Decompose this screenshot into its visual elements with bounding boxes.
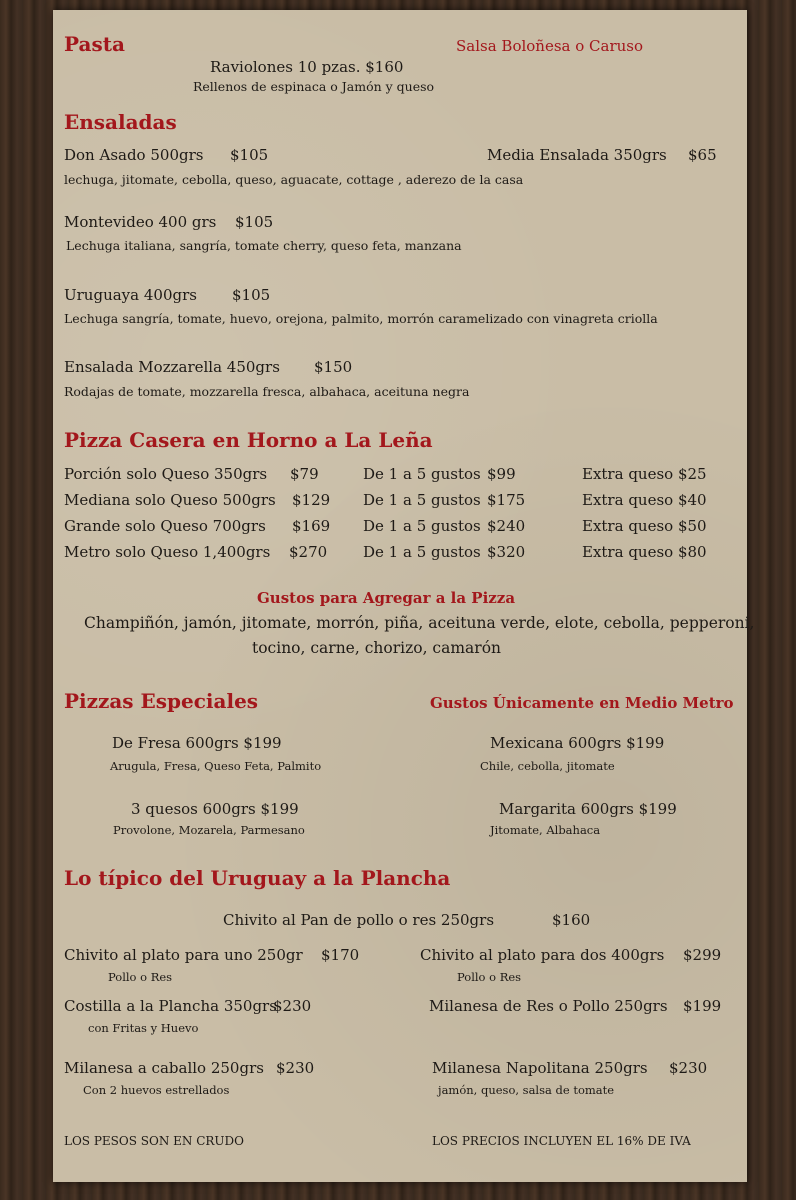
milanesa-caballo-desc: Con 2 huevos estrellados (83, 1083, 230, 1097)
salad-don-asado-desc: lechuga, jitomate, cebolla, queso, aguacate, cottage , aderezo de la casa (64, 172, 524, 187)
chivito-pan-price: $160 (552, 911, 591, 929)
milanesa-napolitana-desc: jamón, queso, salsa de tomate (438, 1083, 615, 1097)
pizza-row-gustos-price: $320 (487, 543, 526, 561)
chivito-uno: Chivito al plato para uno 250gr (64, 946, 303, 964)
milanesa-caballo-price: $230 (276, 1059, 315, 1077)
plancha-title: Lo típico del Uruguay a la Plancha (64, 866, 451, 890)
pizza-margarita: Margarita 600grs $199 (499, 800, 677, 818)
pizza-mexicana: Mexicana 600grs $199 (490, 734, 665, 752)
pizza-casera-title: Pizza Casera en Horno a La Leña (64, 428, 433, 452)
pizza-fresa: De Fresa 600grs $199 (112, 734, 282, 752)
chivito-dos-desc: Pollo o Res (457, 970, 522, 984)
pizza-row-size: Mediana solo Queso 500grs (64, 491, 276, 509)
milanesa-caballo: Milanesa a caballo 250grs (64, 1059, 264, 1077)
pasta-sauce: Salsa Boloñesa o Caruso (456, 37, 644, 55)
pizza-row-extra: Extra queso $50 (582, 517, 707, 535)
pizza-row-extra: Extra queso $25 (582, 465, 707, 483)
pizza-fresa-desc: Arugula, Fresa, Queso Feta, Palmito (110, 759, 322, 773)
pizza-row-price: $79 (290, 465, 319, 483)
ensaladas-title: Ensaladas (64, 110, 177, 134)
salad-media: Media Ensalada 350grs (487, 146, 667, 164)
costilla-price: $230 (273, 997, 312, 1015)
pizza-row-price: $270 (289, 543, 328, 561)
pizza-row-extra: Extra queso $80 (582, 543, 707, 561)
chivito-dos: Chivito al plato para dos 400grs (420, 946, 665, 964)
pizza-row-gustos: De 1 a 5 gustos (363, 543, 481, 561)
pizza-row-gustos-price: $99 (487, 465, 516, 483)
salad-uruguaya-price: $105 (232, 286, 271, 304)
pizza-row-gustos: De 1 a 5 gustos (363, 491, 481, 509)
chivito-uno-price: $170 (321, 946, 360, 964)
footer-left: LOS PESOS SON EN CRUDO (64, 1134, 245, 1148)
footer-right: LOS PRECIOS INCLUYEN EL 16% DE IVA (432, 1134, 691, 1148)
chivito-dos-price: $299 (683, 946, 722, 964)
salad-montevideo: Montevideo 400 grs (64, 213, 217, 231)
chivito-uno-desc: Pollo o Res (108, 970, 173, 984)
milanesa-napolitana: Milanesa Napolitana 250grs (432, 1059, 648, 1077)
pizza-row-size: Grande solo Queso 700grs (64, 517, 266, 535)
pizza-row-price: $129 (292, 491, 331, 509)
salad-uruguaya: Uruguaya 400grs (64, 286, 197, 304)
costilla: Costilla a la Plancha 350grs (64, 997, 277, 1015)
costilla-desc: con Fritas y Huevo (88, 1021, 199, 1035)
salad-montevideo-desc: Lechuga italiana, sangría, tomate cherry, queso feta, manzana (66, 238, 462, 253)
salad-don-asado-price: $105 (230, 146, 269, 164)
especiales-note: Gustos Únicamente en Medio Metro (430, 694, 734, 712)
gustos-line-2: tocino, carne, chorizo, camarón (252, 639, 502, 657)
especiales-title: Pizzas Especiales (64, 689, 259, 713)
gustos-title: Gustos para Agregar a la Pizza (257, 589, 516, 607)
chivito-pan: Chivito al Pan de pollo o res 250grs (223, 911, 495, 929)
salad-uruguaya-desc: Lechuga sangría, tomate, huevo, orejona, palmito, morrón caramelizado con vinagreta criolla (64, 311, 658, 326)
pizza-row-price: $169 (292, 517, 331, 535)
salad-mozzarella-price: $150 (314, 358, 353, 376)
pizza-row-extra: Extra queso $40 (582, 491, 707, 509)
pasta-desc: Rellenos de espinaca o Jamón y queso (193, 79, 435, 94)
pizza-margarita-desc: Jitomate, Albahaca (490, 823, 601, 837)
milanesa-napolitana-price: $230 (669, 1059, 708, 1077)
salad-mozzarella: Ensalada Mozzarella 450grs (64, 358, 280, 376)
pizza-row-size: Metro solo Queso 1,400grs (64, 543, 271, 561)
milanesa-res-pollo-price: $199 (683, 997, 722, 1015)
pizza-mexicana-desc: Chile, cebolla, jitomate (480, 759, 615, 773)
pasta-item: Raviolones 10 pzas. $160 (210, 58, 404, 76)
gustos-line-1: Champiñón, jamón, jitomate, morrón, piña, aceituna verde, elote, cebolla, pepperoni, (84, 614, 755, 632)
pizza-row-gustos: De 1 a 5 gustos (363, 465, 481, 483)
salad-media-price: $65 (688, 146, 717, 164)
pizza-row-gustos-price: $240 (487, 517, 526, 535)
pizza-3-quesos: 3 quesos 600grs $199 (131, 800, 299, 818)
salad-don-asado: Don Asado 500grs (64, 146, 204, 164)
salad-montevideo-price: $105 (235, 213, 274, 231)
pizza-row-size: Porción solo Queso 350grs (64, 465, 268, 483)
milanesa-res-pollo: Milanesa de Res o Pollo 250grs (429, 997, 668, 1015)
pizza-3-quesos-desc: Provolone, Mozarela, Parmesano (113, 823, 305, 837)
pasta-title: Pasta (64, 32, 125, 56)
pizza-row-gustos-price: $175 (487, 491, 526, 509)
salad-mozzarella-desc: Rodajas de tomate, mozzarella fresca, albahaca, aceituna negra (64, 384, 470, 399)
pizza-row-gustos: De 1 a 5 gustos (363, 517, 481, 535)
